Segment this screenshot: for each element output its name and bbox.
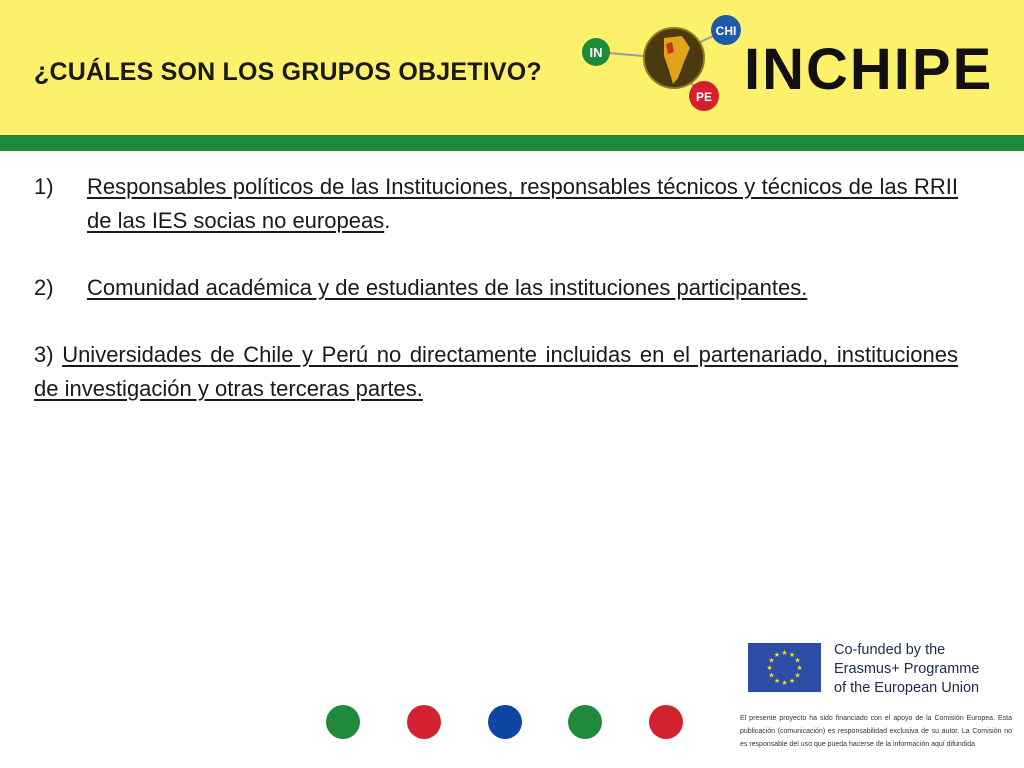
eu-line: Co-funded by the bbox=[834, 642, 946, 658]
dot-red bbox=[649, 705, 683, 739]
list-item-text: Comunidad académica y de estudiantes de las instituciones participantes. bbox=[87, 275, 808, 300]
eu-star: ★ bbox=[788, 677, 796, 685]
svg-text:IN: IN bbox=[589, 45, 603, 60]
dot-blue bbox=[488, 705, 522, 739]
decorative-dots bbox=[326, 705, 686, 741]
eu-line: Erasmus+ Programme bbox=[834, 661, 980, 677]
eu-cofunded-text bbox=[834, 641, 1004, 698]
eu-star: ★ bbox=[768, 657, 775, 665]
target-groups-list bbox=[34, 170, 958, 406]
list-item-number: 2) bbox=[34, 275, 54, 300]
eu-star: ★ bbox=[773, 652, 781, 660]
eu-disclaimer: El presente proyecto ha sido financiado con el apoyo de la Comisión Europea. Esta publicación (comunicación) es responsabilidad exclusiva de su autor. La Comisión no es responsable del uso que pueda hacerse de la información aquí difundida bbox=[740, 715, 1012, 748]
eu-star: ★ bbox=[781, 680, 788, 687]
inchipe-wordmark: INCHIPE bbox=[744, 37, 994, 102]
list-item bbox=[34, 338, 958, 406]
logo-badge-pe bbox=[689, 81, 719, 111]
eu-stars-icon bbox=[748, 643, 821, 692]
svg-text:CHI: CHI bbox=[715, 24, 737, 38]
list-item bbox=[34, 271, 958, 305]
dot-green bbox=[568, 705, 602, 739]
eu-flag-icon bbox=[748, 643, 821, 692]
list-item bbox=[34, 170, 958, 238]
eu-star: ★ bbox=[773, 677, 781, 685]
eu-line: of the European Union bbox=[834, 680, 980, 696]
list-item-text: Responsables políticos de las Instituciones, responsables técnicos y técnicos de las RRII de las IES socias no europeas bbox=[87, 174, 958, 233]
eu-star: ★ bbox=[796, 665, 803, 672]
logo-badge-chi bbox=[711, 15, 741, 45]
inchipe-logo-graphic bbox=[578, 14, 748, 118]
eu-star: ★ bbox=[788, 652, 796, 660]
list-item-trailing: . bbox=[384, 208, 391, 233]
list-item-text: Universidades de Chile y Perú no directamente incluidas en el partenariado, instituciones de investigación y otras terceras partes. bbox=[34, 342, 958, 401]
eu-star: ★ bbox=[781, 650, 788, 657]
list-item-number: 1) bbox=[34, 174, 54, 199]
logo-badge-in bbox=[582, 38, 610, 66]
eu-star: ★ bbox=[768, 672, 775, 680]
dot-green bbox=[326, 705, 360, 739]
svg-text:PE: PE bbox=[695, 90, 713, 104]
eu-star: ★ bbox=[794, 672, 801, 680]
page-title: ¿CUÁLES SON LOS GRUPOS OBJETIVO? bbox=[34, 58, 542, 86]
eu-star: ★ bbox=[766, 665, 773, 672]
dot-red bbox=[407, 705, 441, 739]
eu-star: ★ bbox=[794, 657, 801, 665]
header-stripe bbox=[0, 135, 1024, 151]
list-item-number: 3) bbox=[34, 342, 54, 367]
